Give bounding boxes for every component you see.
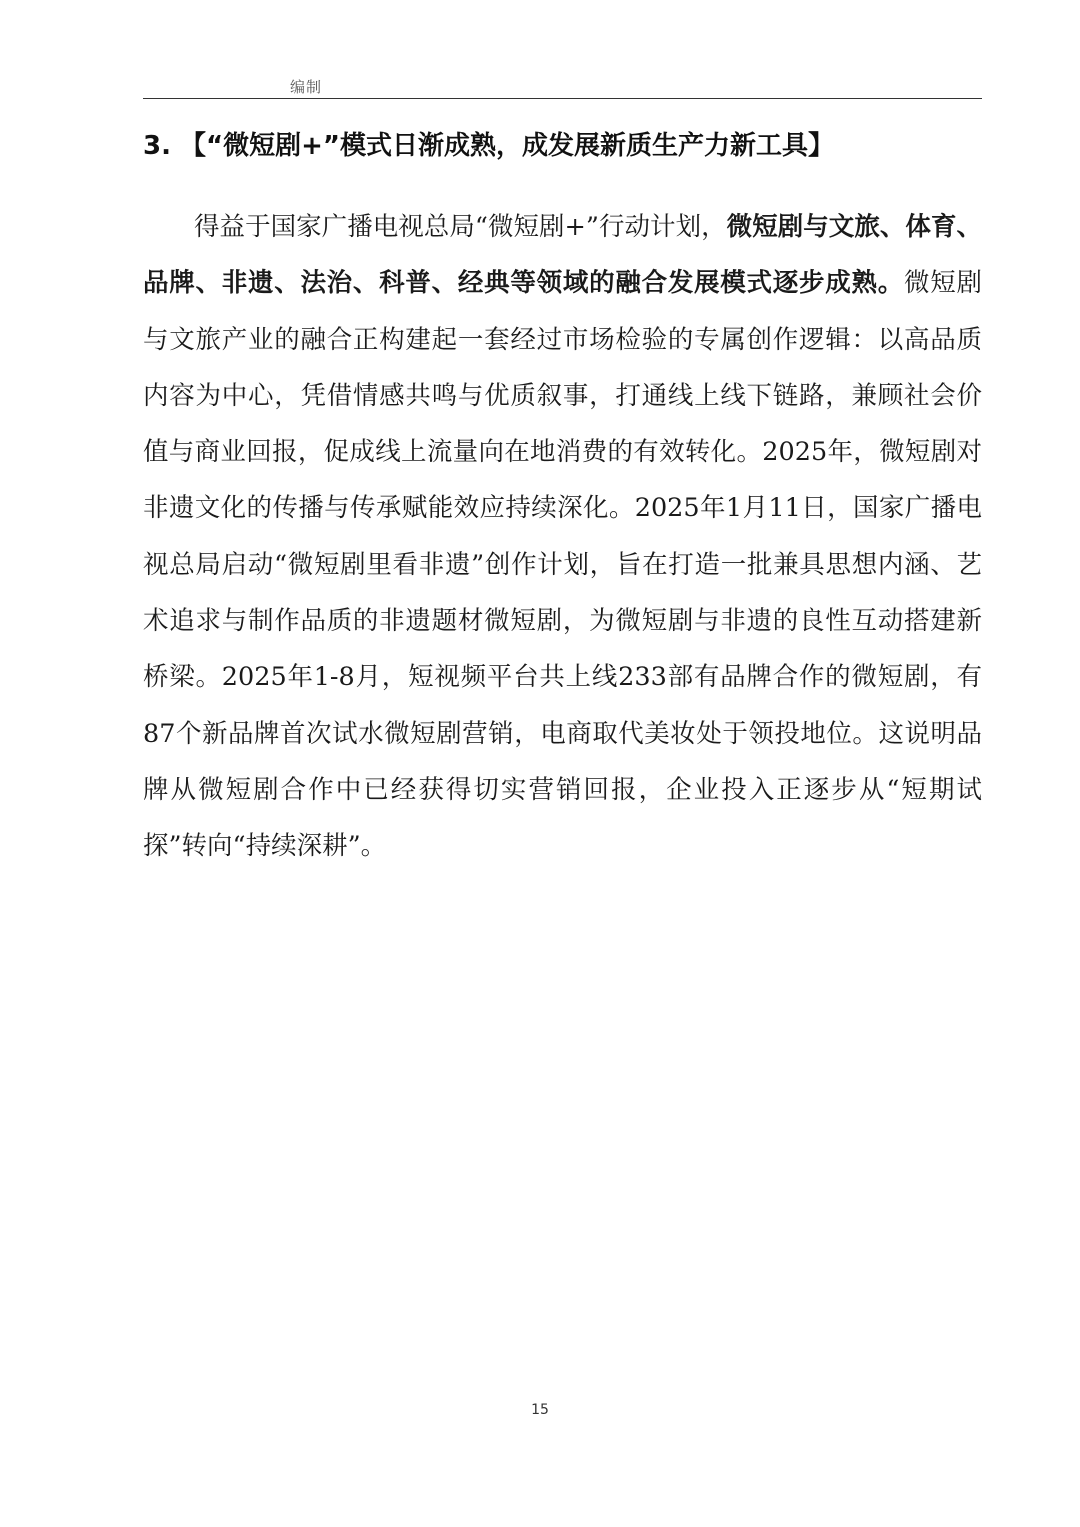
- page-number: 15: [531, 1402, 549, 1418]
- body-emphasis-text: 微短剧与文旅、体育、品牌、非遗、法治、科普、经典等领域的融合发展模式逐步成熟。: [143, 212, 982, 299]
- running-header: 编制: [290, 78, 323, 96]
- body-lead-text: 得益于国家广播电视总局“微短剧+”行动计划，: [194, 212, 727, 242]
- body-paragraph: [143, 199, 982, 875]
- header-divider: [143, 98, 982, 99]
- body-rest-text: 微短剧与文旅产业的融合正构建起一套经过市场检验的专属创作逻辑：以高品质内容为中心，凭借情感共鸣与优质叙事，打通线上线下链路，兼顾社会价值与商业回报，促成线上流量向在地消费的有效转化。2025年，微短剧对非遗文化的传播与传承赋能效应持续深化。2025年1月11日，国家广播电视总局启动“微短剧里看非遗”创作计划，旨在打造一批兼具思想内涵、艺术追求与制作品质的非遗题材微短剧，为微短剧与非遗的良性互动搭建新桥梁。2025年1-8月，短视频平台共上线233部有品牌合作的微短剧，有87个新品牌首次试水微短剧营销，电商取代美妆处于领投地位。这说明品牌从微短剧合作中已经获得切实营销回报，企业投入正逐步从“短期试探”转向“持续深耕”。: [143, 268, 982, 862]
- section-heading: 3. 【“微短剧+”模式日渐成熟，成发展新质生产力新工具】: [143, 131, 834, 161]
